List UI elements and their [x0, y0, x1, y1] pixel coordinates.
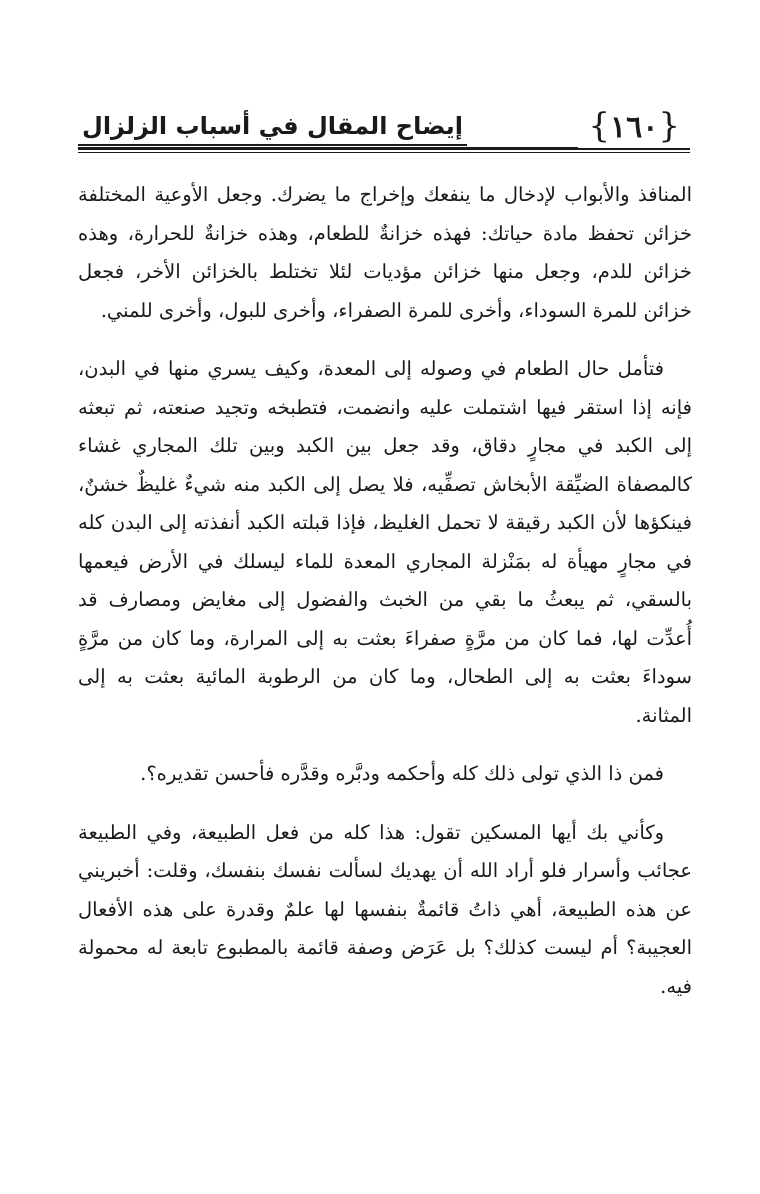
page-number-value: ١٦٠ [610, 110, 659, 145]
paragraph: فتأمل حال الطعام في وصوله إلى المعدة، وكيف يسري منها في البدن، فإنه إذا استقر فيها اشتملت عليه وانضمت، فتطبخه وتجيد صنعته، ثم تبعثه إلى الكبد في مجارٍ دقاق، وقد جعل بين الكبد وبين تلك المجاري غشاء كالمصفاة الضيِّقة الأبخاش تصفِّيه، فلا يصل إلى الكبد منه شيءٌ غليظٌ خشنٌ، فينكؤها لأن الكبد رقيقة لا تحمل الغليظ، فإذا قبلته الكبد أنفذته إلى البدن كله في مجارٍ مهيأة له بمَنْزلة المجاري المعدة للماء ليسلك في الأرض فيعمها بالسقي، ثم يبعثُ ما بقي من الخبث والفضول إلى مغايض ومصارف قد أُعدِّت لها، فما كان من مرَّةٍ صفراءَ بعثت به إلى المرارة، وما كان من مرَّةٍ سوداءَ بعثت به إلى الطحال، وما كان من الرطوبة المائية بعثت به إلى المثانة. [78, 357, 692, 727]
page-header [78, 100, 690, 156]
paragraph: وكأني بك أيها المسكين تقول: هذا كله من فعل الطبيعة، وفي الطبيعة عجائب وأسرار فلو أراد الله أن يهديك لسألت نفسك بنفسك، وقلت: أخبريني عن هذه الطبيعة، أهي ذاتُ قائمةٌ بنفسها لها علمٌ وقدرة على هذه الأفعال العجيبة؟ أم ليست كذلك؟ بل عَرَض وصفة قائمة بالمطبوع تابعة له محمولة فيه. [78, 820, 692, 998]
body-text [78, 176, 692, 1006]
page-number [578, 106, 690, 148]
header-rule-thin [78, 152, 690, 153]
brace-close: } [588, 106, 611, 146]
book-title: إيضاح المقال في أسباب الزلزال [78, 108, 467, 146]
paragraph: فمن ذا الذي تولى ذلك كله وأحكمه ودبَّره وقدَّره فأحسن تقديره؟. [140, 762, 664, 785]
paragraph: المنافذ والأبواب لإدخال ما ينفعك وإخراج ما يضرك. وجعل الأوعية المختلفة خزائن تحفظ مادة حياتك: فهذه خزانةٌ للطعام، وهذه خزانةٌ للحرارة، وهذه خزائن للدم، وجعل منها خزائن مؤديات لئلا تختلط بالخزائن الأخر، فجعل خزائن للمرة السوداء، وأخرى للمرة الصفراء، وأخرى للبول، وأخرى للمني. [78, 183, 692, 322]
brace-open: { [658, 106, 680, 146]
